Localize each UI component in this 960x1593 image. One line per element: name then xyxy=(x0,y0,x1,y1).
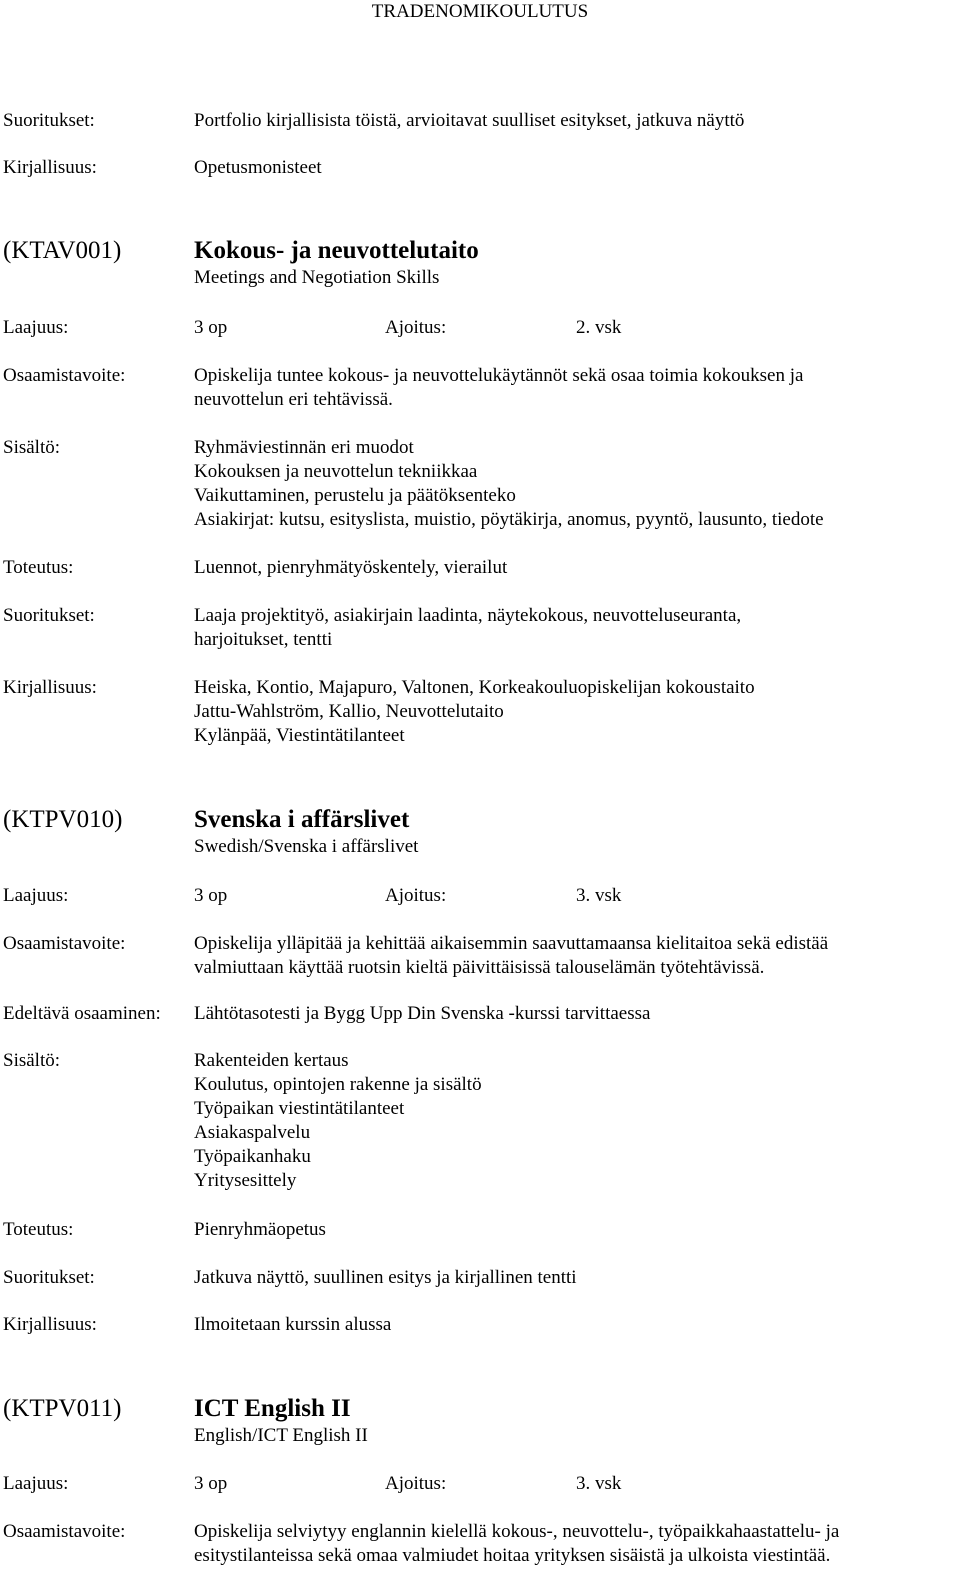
text-line: Asiakirjat: kutsu, esityslista, muistio, pöytäkirja, anomus, pyyntö, lausunto, tiedote xyxy=(194,509,824,530)
text-line: Asiakaspalvelu xyxy=(194,1122,311,1143)
laajuus-value: 3 op xyxy=(194,317,228,338)
laajuus-label: Laajuus: xyxy=(3,885,69,906)
field-label: Suoritukset: xyxy=(3,110,95,131)
course-subtitle: Swedish/Svenska i affärslivet xyxy=(194,836,419,857)
course-subtitle: English/ICT English II xyxy=(194,1425,368,1446)
ajoitus-label: Ajoitus: xyxy=(385,317,447,338)
ajoitus-label: Ajoitus: xyxy=(385,885,447,906)
field-value: Pienryhmäopetus xyxy=(194,1219,326,1240)
field-value xyxy=(194,364,954,412)
text-line: Laaja projektityö, asiakirjain laadinta, näytekokous, neuvotteluseuranta, xyxy=(194,605,742,626)
field-value: Lähtötasotesti ja Bygg Upp Din Svenska -kurssi tarvittaessa xyxy=(194,1003,651,1024)
text-line: Rakenteiden kertaus xyxy=(194,1050,349,1071)
text-line: Työpaikanhaku xyxy=(194,1146,311,1167)
field-value: Ilmoitetaan kurssin alussa xyxy=(194,1314,392,1335)
laajuus-label: Laajuus: xyxy=(3,1473,69,1494)
text-line: Vaikuttaminen, perustelu ja päätöksenteko xyxy=(194,485,516,506)
course-code: (KTPV011) xyxy=(3,1395,122,1422)
field-label: Kirjallisuus: xyxy=(3,1314,97,1335)
field-value: Opetusmonisteet xyxy=(194,157,322,178)
ajoitus-value: 3. vsk xyxy=(576,1473,622,1494)
text-line: Työpaikan viestintätilanteet xyxy=(194,1098,405,1119)
field-label: Toteutus: xyxy=(3,557,74,578)
ajoitus-value: 3. vsk xyxy=(576,885,622,906)
field-value xyxy=(194,1520,954,1568)
ajoitus-label: Ajoitus: xyxy=(385,1473,447,1494)
text-line: Ryhmäviestinnän eri muodot xyxy=(194,437,414,458)
laajuus-label: Laajuus: xyxy=(3,317,69,338)
text-line: Opiskelija ylläpitää ja kehittää aikaisemmin saavuttamaansa kielitaitoa sekä edistää xyxy=(194,933,829,954)
text-line: esitystilanteissa sekä omaa valmiudet hoitaa yrityksen sisäistä ja ulkoista viestintää. xyxy=(194,1545,831,1566)
text-line: Heiska, Kontio, Majapuro, Valtonen, Korkeakouluopiskelijan kokoustaito xyxy=(194,677,755,698)
text-line: valmiuttaan käyttää ruotsin kieltä päivittäisissä talouselämän työtehtävissä. xyxy=(194,957,765,978)
course-title: Kokous- ja neuvottelutaito xyxy=(194,237,479,264)
field-label: Kirjallisuus: xyxy=(3,677,97,698)
field-label: Sisältö: xyxy=(3,1050,61,1071)
field-value xyxy=(194,932,954,980)
course-title: ICT English II xyxy=(194,1395,351,1422)
field-value xyxy=(194,1049,954,1193)
course-code: (KTAV001) xyxy=(3,237,122,264)
field-label: Suoritukset: xyxy=(3,1267,95,1288)
laajuus-value: 3 op xyxy=(194,885,228,906)
field-label: Osaamistavoite: xyxy=(3,933,126,954)
field-label: Edeltävä osaaminen: xyxy=(3,1003,161,1024)
field-value xyxy=(194,604,954,652)
field-value: Luennot, pienryhmätyöskentely, vierailut xyxy=(194,557,508,578)
text-line: Jattu-Wahlström, Kallio, Neuvottelutaito xyxy=(194,701,504,722)
text-line: neuvottelun eri tehtävissä. xyxy=(194,389,393,410)
laajuus-value: 3 op xyxy=(194,1473,228,1494)
text-line: Koulutus, opintojen rakenne ja sisältö xyxy=(194,1074,482,1095)
field-label: Suoritukset: xyxy=(3,605,95,626)
field-value xyxy=(194,676,954,748)
text-line: Opiskelija tuntee kokous- ja neuvottelukäytännöt sekä osaa toimia kokouksen ja xyxy=(194,365,804,386)
document-header: TRADENOMIKOULUTUS xyxy=(371,1,589,22)
ajoitus-value: 2. vsk xyxy=(576,317,622,338)
course-code: (KTPV010) xyxy=(3,806,123,833)
course-title: Svenska i affärslivet xyxy=(194,806,410,833)
text-line: Yritysesittely xyxy=(194,1170,297,1191)
field-label: Kirjallisuus: xyxy=(3,157,97,178)
text-line: harjoitukset, tentti xyxy=(194,629,333,650)
field-label: Osaamistavoite: xyxy=(3,365,126,386)
course-subtitle: Meetings and Negotiation Skills xyxy=(194,267,440,288)
field-label: Osaamistavoite: xyxy=(3,1521,126,1542)
field-label: Toteutus: xyxy=(3,1219,74,1240)
field-value: Jatkuva näyttö, suullinen esitys ja kirjallinen tentti xyxy=(194,1267,577,1288)
text-line: Kylänpää, Viestintätilanteet xyxy=(194,725,405,746)
field-value: Portfolio kirjallisista töistä, arvioitavat suulliset esitykset, jatkuva näyttö xyxy=(194,110,745,131)
text-line: Kokouksen ja neuvottelun tekniikkaa xyxy=(194,461,478,482)
text-line: Opiskelija selviytyy englannin kielellä kokous-, neuvottelu-, työpaikkahaastattelu- ja xyxy=(194,1521,840,1542)
field-value xyxy=(194,436,954,532)
field-label: Sisältö: xyxy=(3,437,61,458)
